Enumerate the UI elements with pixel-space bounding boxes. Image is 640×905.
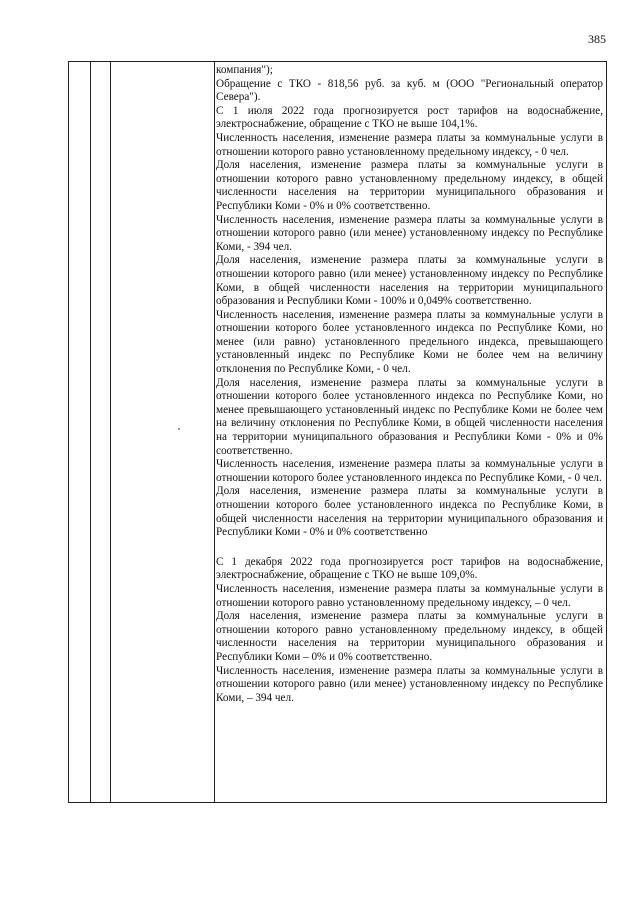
paragraph: Доля населения, изменение размера платы за коммунальные услуги в отношении которого равно установленному предельному индексу, в общей численности населения на территории муниципального образования и Республики Коми - 0% и 0% соответственно. (216, 159, 603, 212)
column-divider-3 (214, 61, 215, 802)
column-divider-1 (90, 61, 91, 802)
table-cell-text (216, 64, 603, 705)
paragraph: Численность населения, изменение размера платы за коммунальные услуги в отношении которого более установленного индекса по Республике Коми, - 0 чел. (216, 458, 603, 484)
paragraph: Численность населения, изменение размера платы за коммунальные услуги в отношении которого равно установленному предельному индексу, - 0 чел. (216, 131, 603, 158)
column-divider-2 (110, 61, 111, 802)
paragraph: Численность населения, изменение размера платы за коммунальные услуги в отношении которого равно (или менее) установленному индексу по Республике Коми, – 394 чел. (216, 664, 603, 704)
paragraph: С 1 июля 2022 года прогнозируется рост тарифов на водоснабжение, электроснабжение, обращение с ТКО не выше 104,1%. (216, 104, 603, 131)
paragraph: компания"); (216, 64, 273, 76)
paragraph: Доля населения, изменение размера платы за коммунальные услуги в отношении которого более установленного индекса по Республике Коми, но менее превышающего установленный индекс по Республике Коми не более чем на величину отклонения по Республике Коми, в общей численности населения на территории муниципального образования и Республики Коми - 0% и 0% соответственно. (216, 376, 603, 457)
paragraph: Численность населения, изменение размера платы за коммунальные услуги в отношении которого более установленного индекса по Республике Коми, но менее (или равно) установленного предельного индекса, превышающего установленный индекс по Республике Коми не более чем на величину отклонения по Республике Коми, - 0 чел. (216, 308, 603, 376)
scan-speck (178, 428, 180, 430)
text-block-december (216, 556, 603, 706)
text-block-july (216, 64, 603, 540)
page-number: 385 (588, 32, 606, 46)
paragraph: Доля населения, изменение размера платы за коммунальные услуги в отношении которого равно (или менее) установленному индексу по Республике Коми, в общей численности населения на территории муниципального образования и Республики Коми - 100% и 0,049% соответственно. (216, 254, 603, 308)
paragraph: С 1 декабря 2022 года прогнозируется рост тарифов на водоснабжение, электроснабжение, обращение с ТКО не выше 109,0%. (216, 555, 603, 582)
paragraph: Обращение с ТКО - 818,56 руб. за куб. м (ООО "Региональный оператор Севера"). (216, 77, 603, 104)
paragraph: Численность населения, изменение размера платы за коммунальные услуги в отношении которого равно установленному предельному индексу, – 0 чел. (216, 582, 603, 609)
paragraph: Доля населения, изменение размера платы за коммунальные услуги в отношении которого равно установленному предельному индексу, в общей численности населения на территории муниципального образования и Республики Коми – 0% и 0% соответственно. (216, 610, 603, 663)
paragraph: Численность населения, изменение размера платы за коммунальные услуги в отношении которого равно (или менее) установленному индексу по Республике Коми, - 394 чел. (216, 213, 603, 253)
paragraph-gap (216, 540, 603, 556)
paragraph: Доля населения, изменение размера платы за коммунальные услуги в отношении которого более установленного индекса по Республике Коми, в общей численности населения на территории муниципального образования и Республики Коми - 0% и 0% соответственно (216, 485, 603, 539)
